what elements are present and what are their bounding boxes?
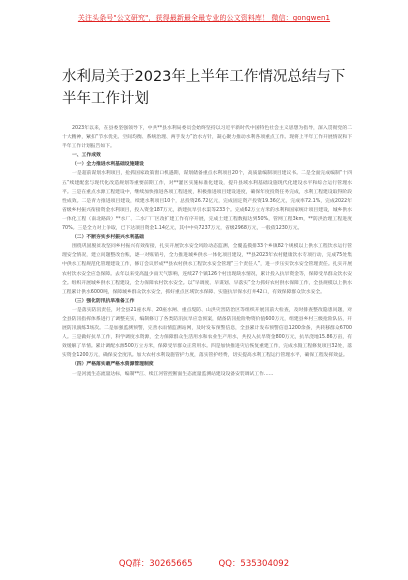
bottom-banner xyxy=(0,552,408,574)
paragraph: 一是超前谋划水利项目，抢抓国家政策窗口机遇期，谋划储备重点水利项目20个，高质量编制项目建议书。二是全面完成编制“十四五”续建配套与现代化改造规划等重要前期工作，对**灌区实施标准化建设，提升县域水利基础设施现代化建设水平和综合运行管理水平。三是在重点水源工程建设中，继续加快推进各项工程进度，积极推进项目建设进度，确保年度投资任务完成，水利工程建设取得阶段性成效。二是青力推进项目建设，续建水利项目10个，总投资26.72亿元，完成固定资产投资19.36亿元，完成率72.1%，完成2022年省级乡村振兴衔接资金水利项目，投入资金187万元，新建抗旱引水渠等233个。完成62万立方米的水利和国家统计项目建设，城乡供水一体化工程（南北路段）**水厂、二水厂厂区改扩建工作有序开展，完成土建工程数据达到50%，管网工程3km，**防洪治理工程进度70%。三是全力对上争取，已下达项目资金1.14亿元，其中中央7237万元，省级2968万元，一般债1230万元。 xyxy=(62,171,352,232)
paragraph: 一是河流生态流量达标，编制**江、续江河管控断面生态流量监测站建设设备安装调试工作…… xyxy=(72,371,274,377)
section-heading: （一）全力推进水利基础设施建设 xyxy=(72,162,144,168)
section-heading: （三）强化防汛抗旱准备工作 xyxy=(72,298,135,304)
qq-contact-text: QQ：535304092 xyxy=(218,559,290,569)
section-heading: （四）严格落实最严格水资源管理制度 xyxy=(72,362,154,368)
qq-group-text: QQ群：30265665 xyxy=(118,559,193,569)
top-banner xyxy=(0,0,408,36)
top-banner-text[interactable]: 关注头条号"公文研究"，获得最新最全最专业的公文资料库！ 微信：gongwen1 xyxy=(77,14,331,22)
paragraph: 2023年以来，在县委坚强领导下，中共**县水利局委员会始终坚持以习近平新时代中国特色社会主义思想为指导，深入贯彻党的二十大精神，紧扣“节水优先、空间均衡、系统治理、两手发力”治水方针，凝心聚力推动水利各项重点工作。现将上半年工作开展情况和下半年工作计划报告如下。 xyxy=(62,126,352,150)
paragraph: 一是落实防汛责任，对全县21座水库、20座水闸、重点堤防、山洪灾害防治区等组织开展汛前大检查，及时排查整改隐患问题，对全县防汛指挥体系进行了调整充实，编制修订了各类防汛抗旱应急预案，储备防汛抢险物资价值600万元，组建县乡村三级抢险队伍，开展防汛演练3场次。二是加强监测预警，完善水雨情监测站网，及时发布预警信息，全县累计发布预警信息1200余条，共转移群众6700人。三是做好抗旱工作，科学调度水资源，全力保障群众生活用水和农业生产用水，共投入抗旱资金800万元，抗旱浇地15.86万亩，有效缓解了旱情。累计调配水源500万立方米，保障受旱群众正常用水。四是加快推进灾后恢复重建工作，完成水毁工程修复项目32处，落实资金1200万元，确保安全度汛。加大农村水利设施管护力度，落实管护经费，切实提高水利工程运行管理水平，确保工程发挥效益。 xyxy=(62,307,352,359)
paragraph: 围绕巩固脱贫攻坚同乡村振兴有效衔接，扎实开展饮水安全风险动态监测，全覆盖摸排33个乡镇82个规模以上供水工程饮水运行管理安全情况，建立问题整改台账，逐一对账销号，全力推进城乡供水一体化项目建设，**县2023年农村健康饮水专项行动，完成75处集中供水工程规范化管理建设工作，修订会议形成**县农村供水工程饮水安全管理“三个责任人”，进一步压实饮水安全管理责任。扎实开展农村饮水安全应急保障。去年以来受高温少雨天气影响，连续27个镇126个村出现缺水情况，累计投入抗旱资金等，保障受旱群众饮水安全。组织开展城乡供水工程建设，全力保障农村饮水安全。以“早调度、早谋划、早落实”全力抓好农村供水保障工作，全县规模以上供水工程累计供水6000吨，保障城乡群众饮水安全，抓好重点区域饮水保障、实施抗旱保水打井42口，有效保障群众饮水安全。 xyxy=(62,244,352,295)
section-heading: （二）不断夯实乡村振兴水利基础 xyxy=(72,235,144,241)
section-heading: 一、工作成效 xyxy=(72,153,101,159)
document-title: 水利局关于2023年上半年工作情况总结与下半年工作计划 xyxy=(62,69,346,107)
document-body xyxy=(62,124,352,379)
